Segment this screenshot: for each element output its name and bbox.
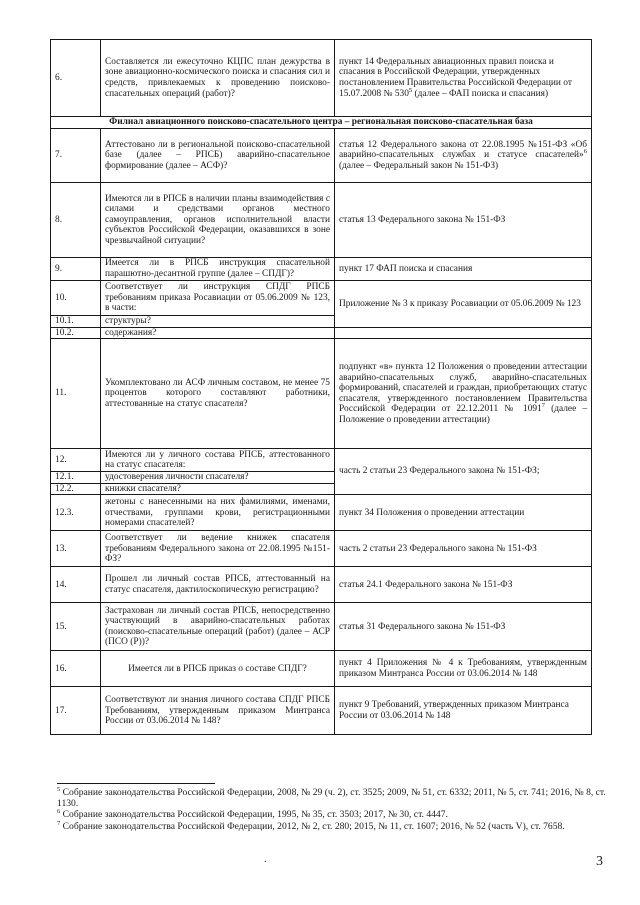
reference-cell: пункт 4 Приложения № 4 к Требованиям, утвержденным приказом Минтранса России от 03.06.2014 № 148 <box>335 651 592 687</box>
page-dot: . <box>264 854 267 865</box>
reference-cell <box>335 129 592 183</box>
row-number: 10.1. <box>51 316 101 328</box>
reference-cell: пункт 17 ФАП поиска и спасания <box>335 258 592 281</box>
table-row <box>51 281 592 316</box>
row-number: 17. <box>51 687 101 735</box>
row-number: 12. <box>51 449 101 472</box>
footnote-mark: 6 <box>57 808 61 816</box>
row-number: 6. <box>51 40 101 117</box>
question-cell: книжки спасателя? <box>101 483 335 495</box>
question-cell: Соответствует ли ведение книжек спасателя требованиям Федерального закона от 22.08.1995 №151-ФЗ? <box>101 531 335 567</box>
row-number: 10. <box>51 281 101 316</box>
row-number: 13. <box>51 531 101 567</box>
question-cell: Прошел ли личный состав РПСБ, аттестованный на статус спасателя, дактилоскопическую регистрацию? <box>101 567 335 603</box>
table-row <box>51 327 592 339</box>
row-number: 12.1. <box>51 472 101 484</box>
footnote-text: Собрание законодательства Российской Федерации, 2012, № 2, ст. 280; 2015, № 11, ст. 1607; 2016, № 52 (часть V), ст. 7658. <box>60 820 565 832</box>
footnote-ref: 6 <box>583 148 587 156</box>
reference-text-tail: (далее – Федеральный закон № 151-ФЗ) <box>339 160 499 171</box>
table-row <box>51 258 592 281</box>
table-row <box>51 531 592 567</box>
row-number: 11. <box>51 339 101 449</box>
footnote-mark: 5 <box>57 785 61 793</box>
row-number: 10.2. <box>51 327 101 339</box>
row-number: 12.2. <box>51 483 101 495</box>
question-cell: Соответствуют ли знания личного состава СПДГ РПСБ Требованиям, утвержденным приказом Минтранса России от 03.06.2014 № 148? <box>101 687 335 735</box>
question-cell: жетоны с нанесенными на них фамилиями, именами, отчествами, группами крови, регистрационными номерами спасателей? <box>101 495 335 531</box>
row-number: 7. <box>51 129 101 183</box>
row-number: 15. <box>51 603 101 651</box>
question-cell: удостоверения личности спасателя? <box>101 472 335 484</box>
question-cell: Имеются ли в РПСБ в наличии планы взаимодействия с силами и средствами органов местного самоуправления, органов исполнительной власти субъектов Российской Федерации, оказавшихся в зоне чрезвычайной ситуации? <box>101 183 335 258</box>
footnotes <box>57 787 610 832</box>
reference-cell: пункт 9 Требований, утвержденных приказом Минтранса России от 03.06.2014 № 148 <box>335 687 592 735</box>
footnote-ref: 5 <box>408 86 413 94</box>
question-cell: структуры? <box>101 316 335 328</box>
reference-cell: Приложение № 3 к приказу Росавиации от 05.06.2009 № 123 <box>335 281 592 328</box>
footnote-separator <box>57 783 215 784</box>
question-cell: Имеются ли у личного состава РПСБ, аттестованного на статус спасателя: <box>101 449 335 472</box>
footnote-text: Собрание законодательства Российской Федерации, 1995, № 35, ст. 3503; 2017, № 30, ст. 4447. <box>60 809 448 821</box>
reference-cell: часть 2 статьи 23 Федерального закона № 151-ФЗ <box>335 531 592 567</box>
checklist-table <box>50 39 592 735</box>
reference-cell-empty <box>335 327 592 339</box>
reference-cell <box>335 40 592 117</box>
table-row <box>51 567 592 603</box>
table-row <box>51 651 592 687</box>
reference-cell <box>335 339 592 449</box>
section-title: Филиал авиационного поисково-спасательного центра – региональная поисково-спасательная база <box>51 117 592 129</box>
footnote-mark: 7 <box>57 819 61 827</box>
reference-text: подпункт «в» пункта 12 Положения о проведении аттестации аварийно-спасательных служб, аварийно-спасательных формирований, спасателей и граждан, приобретающих статус спасателя, утвержденного постановлением Правительства Российской Федерации от 22.12.2011 № 1091 <box>339 361 587 415</box>
table-row <box>51 129 592 183</box>
reference-cell: пункт 34 Положения о проведении аттестации <box>335 495 592 531</box>
question-cell: содержания? <box>101 327 335 339</box>
table-row <box>51 339 592 449</box>
table-row <box>51 495 592 531</box>
reference-cell: статья 31 Федерального закона № 151-ФЗ <box>335 603 592 651</box>
reference-cell: статья 24.1 Федерального закона № 151-ФЗ <box>335 567 592 603</box>
row-number: 16. <box>51 651 101 687</box>
page-number: 3 <box>596 854 603 869</box>
table-row <box>51 449 592 472</box>
question-cell: Соответствует ли инструкция СПДГ РПСБ требованиям приказа Росавиации от 05.06.2009 № 123, в части: <box>101 281 335 316</box>
footnote <box>57 809 610 820</box>
table-row <box>51 603 592 651</box>
footnote-ref: 7 <box>541 402 546 410</box>
reference-text: статья 12 Федерального закона от 22.08.1995 №151-ФЗ «Об аварийно-спасательных службах и статусе спасателей» <box>339 139 587 161</box>
footnote <box>57 787 610 809</box>
reference-cell: статья 13 Федерального закона № 151-ФЗ <box>335 183 592 258</box>
footnote <box>57 821 610 832</box>
row-number: 8. <box>51 183 101 258</box>
table-row <box>51 183 592 258</box>
row-number: 9. <box>51 258 101 281</box>
question-cell: Укомплектовано ли АСФ личным составом, не менее 75 процентов которого составляют работники, аттестованные на статус спасателя? <box>101 339 335 449</box>
question-cell: Имеется ли в РПСБ приказ о составе СПДГ? <box>101 651 335 687</box>
question-cell: Аттестовано ли в региональной поисково-спасательной базе (далее – РПСБ) аварийно-спасательное формирование (далее – АСФ)? <box>101 129 335 183</box>
reference-cell: часть 2 статьи 23 Федерального закона № 151-ФЗ; <box>335 449 592 495</box>
row-number: 14. <box>51 567 101 603</box>
table-row <box>51 40 592 117</box>
table-row <box>51 687 592 735</box>
reference-text-tail: (далее – Положение о проведении аттестации) <box>339 404 588 425</box>
reference-text: пункт 14 Федеральных авиационных правил поиска и спасания в Российской Федерации, утвержденных постановлением Правительства Российской Федерации от 15.07.2008 № 530 <box>339 56 572 99</box>
question-cell: Составляется ли ежесуточно КЦПС план дежурства в зоне авиационно-космического поиска и спасания сил и средств, привлекаемых к проведению поисково-спасательных операций (работ)? <box>101 40 335 117</box>
footnote-text: Собрание законодательства Российской Федерации, 2008, № 29 (ч. 2), ст. 3525; 2009, № 51, ст. 6332; 2011, № 5, ст. 741; 2016, № 8, ст. 1130. <box>57 787 606 810</box>
row-number: 12.3. <box>51 495 101 531</box>
question-cell: Застрахован ли личный состав РПСБ, непосредственно участвующий в аварийно-спасательных работах (поисково-спасательные операций (работ) (далее – АСР (ПСО (Р))? <box>101 603 335 651</box>
question-cell: Имеется ли в РПСБ инструкция спасательной парашютно-десантной группе (далее – СПДГ)? <box>101 258 335 281</box>
section-header-row <box>51 117 592 129</box>
reference-text-tail: (далее – ФАП поиска и спасания) <box>412 88 549 99</box>
